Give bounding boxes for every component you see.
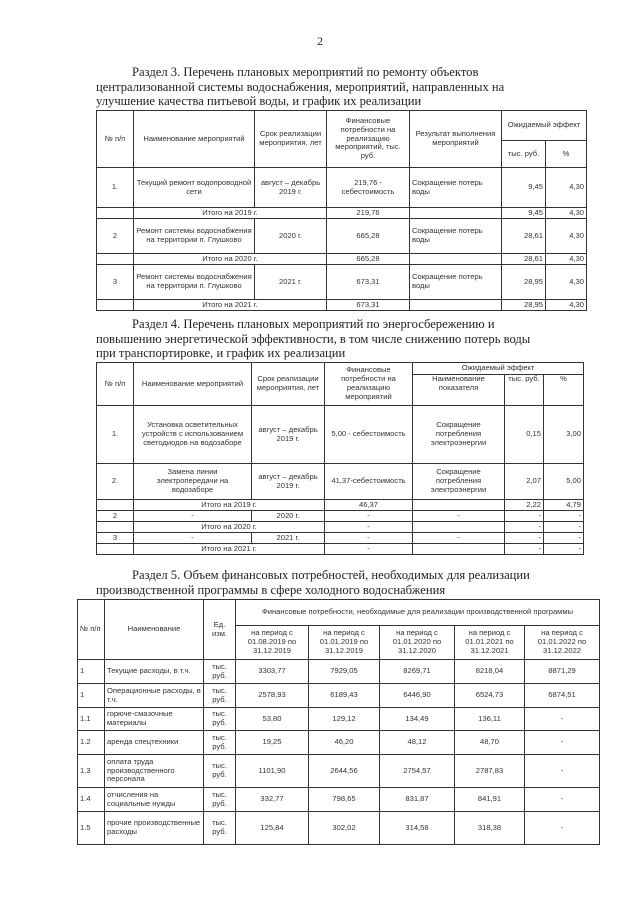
- cell-name: -: [134, 533, 252, 544]
- cell-finance: 41,37-себестоимость: [325, 464, 413, 500]
- table-row: [97, 219, 587, 254]
- col-header-name: Наименование мероприятий: [134, 111, 255, 168]
- cell-thous: 9,45: [502, 168, 546, 208]
- cell-result: Сокращение потерь воды: [410, 168, 502, 208]
- cell-value: 6446,90: [380, 684, 455, 708]
- cell-value: 8218,04: [455, 660, 525, 684]
- col-header-name: Наименование: [105, 600, 204, 660]
- table-row: [78, 812, 600, 845]
- section4-heading: [96, 317, 586, 361]
- cell-num: 2: [97, 219, 134, 254]
- table-row: [78, 755, 600, 788]
- cell-indicator: -: [413, 511, 505, 522]
- cell-num: 1.: [97, 168, 134, 208]
- col-header-effect: Ожидаемый эффект: [413, 363, 584, 375]
- col-header-effect: Ожидаемый эффект: [502, 111, 587, 141]
- cell-num: 2: [97, 511, 134, 522]
- cell-pct: 4,30: [546, 265, 587, 300]
- cell-value: 841,91: [455, 788, 525, 812]
- cell-name: Установка осветительных устройств с использованием светодиодов на водозаборе: [134, 406, 252, 464]
- section5-heading-line: производственной программы в сфере холодного водоснабжения: [96, 582, 446, 597]
- cell-value: 48,70: [455, 731, 525, 755]
- cell-value: 19,25: [236, 731, 309, 755]
- cell-term: август – декабрь 2019 г.: [252, 464, 325, 500]
- cell-thous: -: [505, 533, 544, 544]
- cell-thous: 9,45: [502, 208, 546, 219]
- cell-finance: -: [325, 533, 413, 544]
- cell-thous: 2,07: [505, 464, 544, 500]
- cell-value: 125,84: [236, 812, 309, 845]
- cell-value: 134,49: [380, 708, 455, 731]
- cell-finance: 5,00 - себестоимость: [325, 406, 413, 464]
- cell-thous: 0,15: [505, 406, 544, 464]
- col-header-period: на период с 01.01.2021 по 31.12.2021: [455, 626, 525, 660]
- cell-term: 2020 г.: [252, 511, 325, 522]
- col-header-num: № п/п: [97, 111, 134, 168]
- cell-finance: 219,76 - себестоимость: [327, 168, 410, 208]
- cell-pct: 4,79: [544, 500, 584, 511]
- col-header-indicator: Наименование показателя: [413, 375, 505, 406]
- cell-name: горюче-смазочные материалы: [105, 708, 204, 731]
- cell-pct: 5,00: [544, 464, 584, 500]
- cell-name: -: [134, 511, 252, 522]
- cell-indicator: Сокращение потребления электроэнергии: [413, 464, 505, 500]
- table-row: [97, 265, 587, 300]
- cell-pct: 4,30: [546, 208, 587, 219]
- cell-value: 1101,90: [236, 755, 309, 788]
- cell-finance: 673,31: [327, 265, 410, 300]
- cell-total: Итого на 2019 г.: [134, 208, 327, 219]
- col-header-pct: %: [544, 375, 584, 406]
- col-header-period: на период с 01.01.2022 по 31.12.2022: [525, 626, 600, 660]
- total-row: [97, 522, 584, 533]
- cell-pct: -: [544, 533, 584, 544]
- cell-num: 1.5: [78, 812, 105, 845]
- cell-unit: тыс. руб.: [204, 708, 236, 731]
- cell-pct: 4,30: [546, 219, 587, 254]
- cell-value: -: [525, 731, 600, 755]
- section3-heading-line: централизованной системы водоснабжения, мероприятий, направленных на: [96, 79, 505, 94]
- col-header-thous: тыс. руб.: [502, 141, 546, 168]
- cell-thous: 28,61: [502, 254, 546, 265]
- cell-value: 53,80: [236, 708, 309, 731]
- cell-thous: 2,22: [505, 500, 544, 511]
- cell-thous: -: [505, 544, 544, 555]
- cell-term: 2021 г.: [252, 533, 325, 544]
- cell-unit: тыс. руб.: [204, 788, 236, 812]
- total-row: [97, 300, 587, 311]
- cell-unit: тыс. руб.: [204, 731, 236, 755]
- cell-num: 3: [97, 533, 134, 544]
- cell-pct: 4,30: [546, 254, 587, 265]
- cell-value: -: [525, 788, 600, 812]
- cell-value: 129,12: [309, 708, 380, 731]
- cell-value: 2644,56: [309, 755, 380, 788]
- cell-pct: -: [544, 544, 584, 555]
- cell-pct: -: [544, 511, 584, 522]
- col-header-term: Срок реализации мероприятия, лет: [255, 111, 327, 168]
- cell-name: отчисления на социальные нужды: [105, 788, 204, 812]
- section4-heading-line: Раздел 4. Перечень плановых мероприятий по энергосбережению и: [132, 317, 495, 331]
- cell-finance: 673,31: [327, 300, 410, 311]
- cell-name: прочие производственные расходы: [105, 812, 204, 845]
- cell-value: -: [525, 708, 600, 731]
- total-row: [97, 500, 584, 511]
- table-row: [78, 731, 600, 755]
- cell-name: Операционные расходы, в т.ч.: [105, 684, 204, 708]
- cell-num: 1.3: [78, 755, 105, 788]
- col-header-period: на период с 01.01.2020 по 31.12.2020: [380, 626, 455, 660]
- section5-heading-line: Раздел 5. Объем финансовых потребностей, необходимых для реализации: [132, 568, 530, 582]
- cell-name: Ремонт системы водоснабжения на территории п. Глушково: [134, 219, 255, 254]
- cell-pct: 4,30: [546, 300, 587, 311]
- cell-finance: 46,37: [325, 500, 413, 511]
- table-row: [97, 168, 587, 208]
- cell-value: 318,38: [455, 812, 525, 845]
- cell-value: 6874,51: [525, 684, 600, 708]
- cell-value: 136,11: [455, 708, 525, 731]
- cell-total: Итого на 2019 г.: [134, 500, 325, 511]
- section3-heading-line: улучшение качества питьевой воды, и график их реализации: [96, 94, 422, 108]
- total-row: [97, 208, 587, 219]
- cell-finance: 665,28: [327, 254, 410, 265]
- section3-table: [96, 110, 587, 311]
- col-header-period: на период с 01.08.2019 по 31.12.2019: [236, 626, 309, 660]
- table-row: [78, 684, 600, 708]
- cell-value: 46,20: [309, 731, 380, 755]
- cell-value: 7929,05: [309, 660, 380, 684]
- col-header-thous: тыс. руб.: [505, 375, 544, 406]
- cell-thous: 28,95: [502, 265, 546, 300]
- section4-heading-line: при транспортировке, и график их реализации: [96, 346, 346, 360]
- col-header-period: на период с 01.01.2019 по 31.12.2019: [309, 626, 380, 660]
- cell-value: 6524,73: [455, 684, 525, 708]
- col-header-finance: Финансовые потребности на реализацию мероприятий: [325, 363, 413, 406]
- table-row: [97, 406, 584, 464]
- cell-value: 3303,77: [236, 660, 309, 684]
- cell-value: 2754,57: [380, 755, 455, 788]
- cell-name: Ремонт системы водоснабжения на территории п. Глушково: [134, 265, 255, 300]
- cell-name: Текущие расходы, в т.ч.: [105, 660, 204, 684]
- section3-heading: [96, 65, 586, 109]
- cell-term: август – декабрь 2019 г.: [252, 406, 325, 464]
- cell-total: Итого на 2021 г.: [134, 300, 327, 311]
- table-row: [78, 788, 600, 812]
- cell-pct: -: [544, 522, 584, 533]
- col-header-num: № п/п: [97, 363, 134, 406]
- cell-name: Замена линии электропередачи на водозаборе: [134, 464, 252, 500]
- cell-term: август – декабрь 2019 г.: [255, 168, 327, 208]
- cell-value: 2787,83: [455, 755, 525, 788]
- cell-name: Текущий ремонт водопроводной сети: [134, 168, 255, 208]
- cell-thous: 28,61: [502, 219, 546, 254]
- section4-table: [96, 362, 584, 555]
- cell-result: Сокращение потерь воды: [410, 219, 502, 254]
- cell-pct: 4,30: [546, 168, 587, 208]
- table-row: [97, 464, 584, 500]
- col-header-finance: Финансовые потребности на реализацию мероприятий, тыс. руб.: [327, 111, 410, 168]
- cell-value: 6189,43: [309, 684, 380, 708]
- cell-value: 314,58: [380, 812, 455, 845]
- cell-value: 2578,93: [236, 684, 309, 708]
- col-header-name: Наименование мероприятий: [134, 363, 252, 406]
- cell-value: -: [525, 755, 600, 788]
- table-row: [78, 660, 600, 684]
- cell-num: 1.4: [78, 788, 105, 812]
- cell-num: 1: [78, 660, 105, 684]
- col-header-result: Результат выполнения мероприятий: [410, 111, 502, 168]
- section5-heading: [96, 568, 586, 597]
- cell-finance: -: [325, 544, 413, 555]
- table-row: [97, 533, 584, 544]
- cell-thous: -: [505, 522, 544, 533]
- cell-value: 8871,29: [525, 660, 600, 684]
- cell-unit: тыс. руб.: [204, 684, 236, 708]
- cell-value: -: [525, 812, 600, 845]
- cell-unit: тыс. руб.: [204, 812, 236, 845]
- cell-num: 1.1: [78, 708, 105, 731]
- cell-value: 798,65: [309, 788, 380, 812]
- section4-heading-line: повышению энергетической эффективности, в том числе снижению потерь воды: [96, 331, 531, 346]
- cell-value: 48,12: [380, 731, 455, 755]
- col-header-group: Финансовые потребности, необходимые для реализации производственной программы: [236, 600, 600, 626]
- col-header-unit: Ед. изм.: [204, 600, 236, 660]
- cell-value: 332,77: [236, 788, 309, 812]
- cell-total: Итого на 2021 г.: [134, 544, 325, 555]
- cell-num: 1.2: [78, 731, 105, 755]
- table-row: [78, 708, 600, 731]
- total-row: [97, 254, 587, 265]
- cell-thous: 28,95: [502, 300, 546, 311]
- cell-total: Итого на 2020 г.: [134, 522, 325, 533]
- table-row: [97, 511, 584, 522]
- section3-heading-line: Раздел 3. Перечень плановых мероприятий по ремонту объектов: [132, 65, 479, 79]
- section5-table: [77, 599, 600, 845]
- cell-unit: тыс. руб.: [204, 660, 236, 684]
- cell-finance: 219,76: [327, 208, 410, 219]
- cell-finance: -: [325, 511, 413, 522]
- cell-value: 8269,71: [380, 660, 455, 684]
- cell-term: 2020 г.: [255, 219, 327, 254]
- cell-num: 1.: [97, 406, 134, 464]
- cell-finance: 665,28: [327, 219, 410, 254]
- cell-name: оплата труда производственного персонала: [105, 755, 204, 788]
- cell-num: 3: [97, 265, 134, 300]
- cell-total: Итого на 2020 г.: [134, 254, 327, 265]
- cell-result: Сокращение потерь воды: [410, 265, 502, 300]
- cell-num: 2.: [97, 464, 134, 500]
- cell-finance: -: [325, 522, 413, 533]
- cell-term: 2021 г.: [255, 265, 327, 300]
- page-number: 2: [317, 34, 323, 48]
- cell-pct: 3,00: [544, 406, 584, 464]
- cell-value: 302,02: [309, 812, 380, 845]
- cell-unit: тыс. руб.: [204, 755, 236, 788]
- total-row: [97, 544, 584, 555]
- cell-indicator: -: [413, 533, 505, 544]
- cell-indicator: Сокращение потребления электроэнергии: [413, 406, 505, 464]
- col-header-num: № п/п: [78, 600, 105, 660]
- cell-name: аренда спецтехники: [105, 731, 204, 755]
- col-header-pct: %: [546, 141, 587, 168]
- col-header-term: Срок реализации мероприятия, лет: [252, 363, 325, 406]
- cell-thous: -: [505, 511, 544, 522]
- cell-num: 1: [78, 684, 105, 708]
- cell-value: 831,87: [380, 788, 455, 812]
